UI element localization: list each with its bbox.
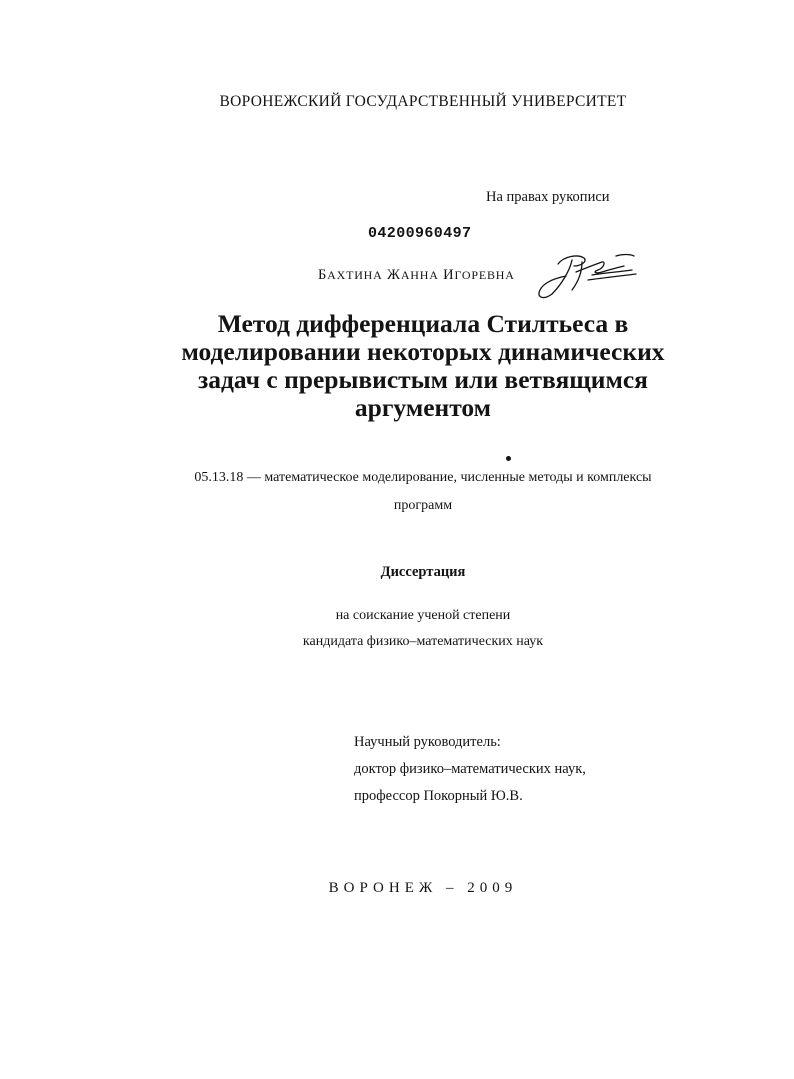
author-signature — [532, 250, 640, 302]
author-firstname-rest: АННА — [400, 268, 439, 282]
author-surname-rest: АХТИНА — [327, 268, 383, 282]
author-firstname-initial: Ж — [387, 267, 401, 283]
manuscript-rights-note: На правах рукописи — [486, 189, 610, 205]
specialty-code-line-1: 05.13.18 — математическое моделирование, численные методы и комплексы — [194, 470, 652, 485]
specialty-code-line-2: программ — [393, 498, 453, 513]
title-line-2: моделировании некоторых динамических — [181, 337, 665, 366]
dissertation-label: Диссертация — [380, 564, 466, 580]
author-name — [318, 267, 515, 284]
university-name: ВОРОНЕЖСКИЙ ГОСУДАРСТВЕННЫЙ УНИВЕРСИТЕТ — [219, 93, 627, 110]
title-line-1: Метод дифференциала Стилтьеса в — [217, 309, 629, 338]
degree-line-1: на соискание ученой степени — [335, 608, 511, 623]
city-year: ВОРОНЕЖ – 2009 — [328, 880, 518, 896]
dissertation-title — [100, 310, 746, 422]
supervisor-degree: доктор физико–математических наук, — [354, 761, 586, 777]
title-line-4: аргументом — [354, 393, 492, 422]
author-surname-initial: Б — [318, 267, 328, 283]
supervisor-label: Научный руководитель: — [354, 734, 501, 750]
title-line-3: задач с прерывистым или ветвящимся — [198, 365, 648, 394]
ink-dot — [506, 456, 511, 461]
supervisor-name: профессор Покорный Ю.В. — [354, 788, 523, 804]
registration-code: 04200960497 — [368, 225, 472, 242]
author-patronymic-initial: И — [443, 267, 455, 283]
degree-line-2: кандидата физико–математических наук — [302, 634, 544, 649]
supervisor-block — [354, 729, 586, 810]
author-patronymic-rest: ГОРЕВНА — [454, 268, 515, 282]
